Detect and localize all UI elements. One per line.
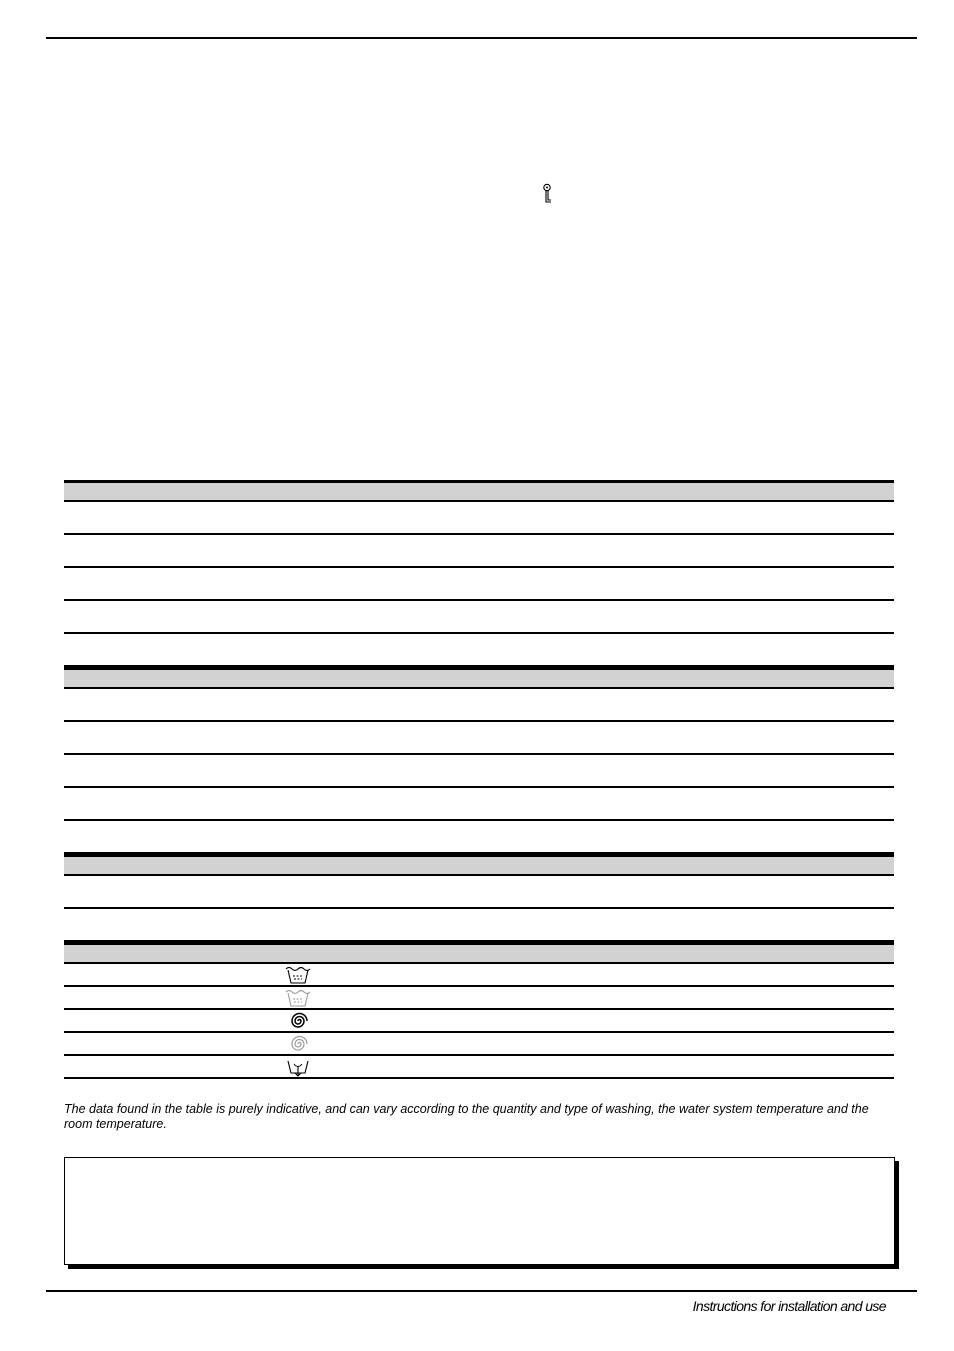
top-rule [46, 37, 917, 39]
table-row [64, 755, 894, 788]
table-row [64, 722, 894, 755]
table-section-header [64, 942, 894, 964]
table-row [64, 568, 894, 601]
table-row [64, 689, 894, 722]
table-row [64, 535, 894, 568]
footer-title: Instructions for installation and use [692, 1298, 886, 1314]
table-row [64, 601, 894, 634]
drain-tub-icon [285, 1057, 311, 1077]
bottom-rule [46, 1290, 917, 1292]
table-row [64, 502, 894, 535]
table-row [64, 1056, 894, 1079]
spin-spiral-icon [285, 1011, 311, 1031]
table-row [64, 634, 894, 667]
table-row [64, 1010, 894, 1033]
table-section-header [64, 480, 894, 502]
rinse-tub-delicate-icon [285, 988, 311, 1008]
table-row [64, 788, 894, 821]
table-row [64, 876, 894, 909]
table-section-header [64, 667, 894, 689]
spin-spiral-delicate-icon [285, 1034, 311, 1054]
table-row [64, 909, 894, 942]
table-row [64, 821, 894, 854]
table-section-header [64, 854, 894, 876]
table-disclaimer-note: The data found in the table is purely indicative, and can vary according to the quantity and type of washing, the water system temperature and the room temperature. [64, 1102, 869, 1131]
programme-table [64, 480, 894, 1079]
notice-box [64, 1157, 895, 1265]
table-row [64, 1033, 894, 1056]
table-row [64, 987, 894, 1010]
key-lock-icon [541, 183, 553, 205]
table-row [64, 964, 894, 987]
rinse-tub-icon [285, 965, 311, 985]
